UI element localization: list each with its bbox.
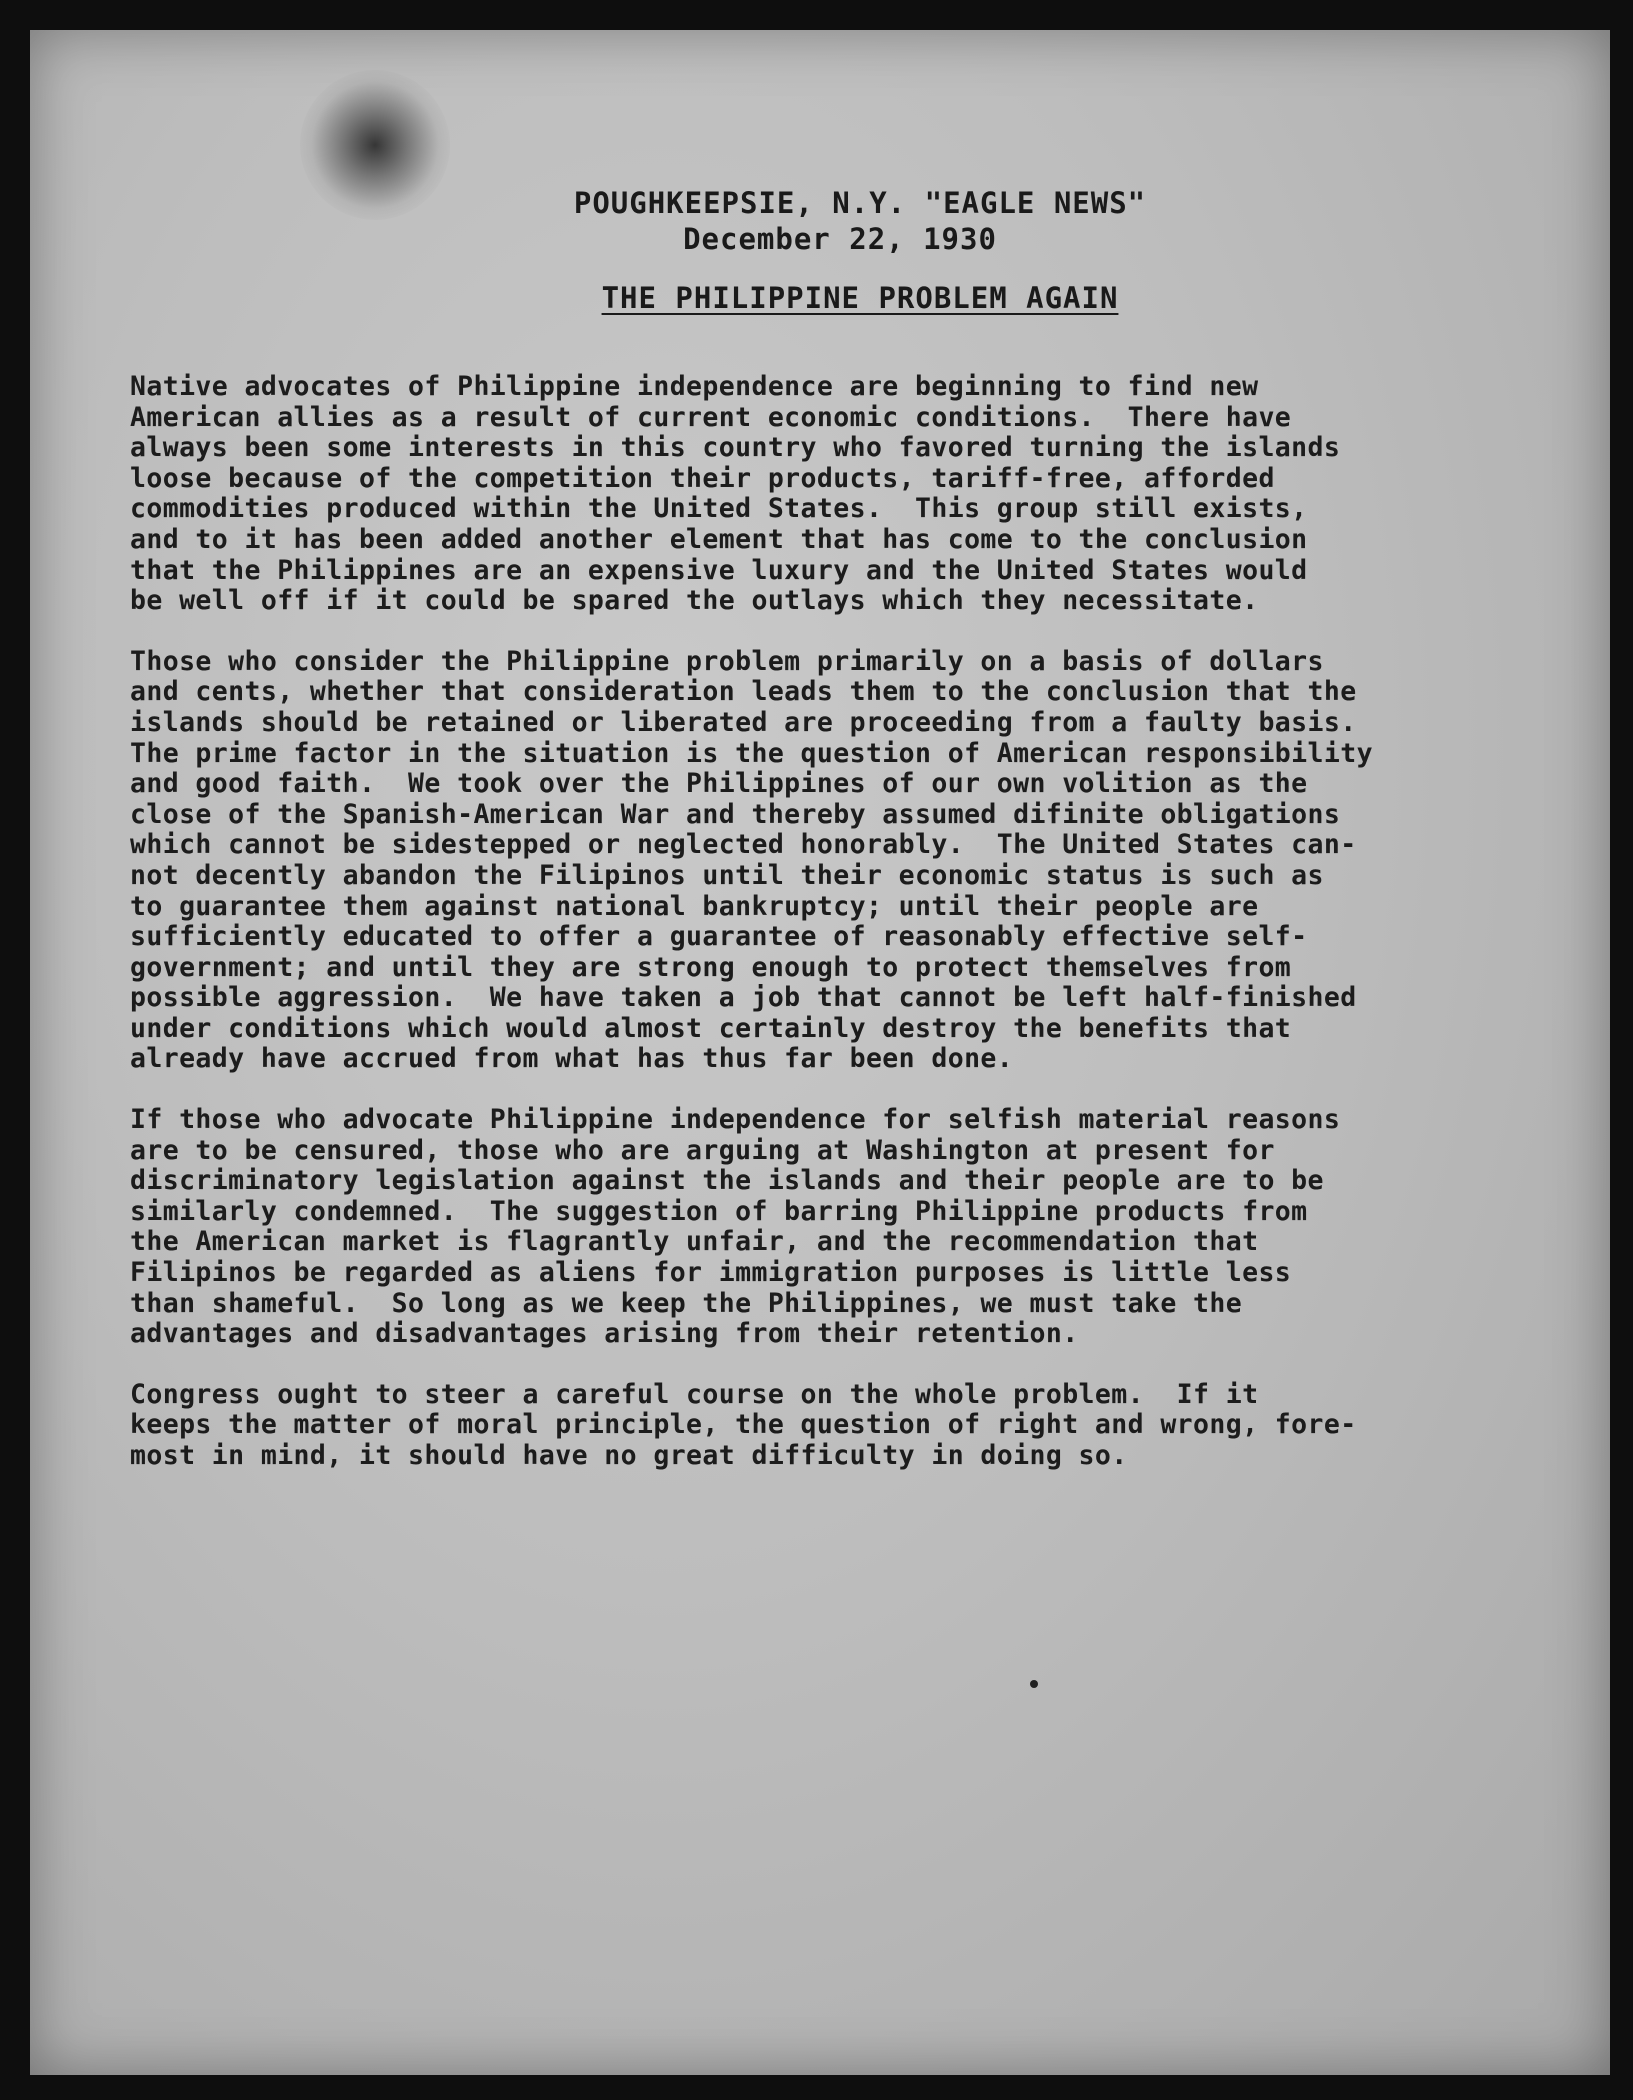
- text-line: most in mind, it should have no great difficulty in doing so.: [130, 1440, 1128, 1471]
- article-title: THE PHILIPPINE PROBLEM AGAIN: [601, 281, 1119, 315]
- text-line: If those who advocate Philippine independence for selfish material reasons: [130, 1104, 1341, 1136]
- text-line: keeps the matter of moral principle, the question of right and wrong, fore-: [130, 1409, 1357, 1441]
- text-line: sufficiently educated to offer a guarantee of reasonably effective self-: [130, 921, 1308, 953]
- text-line: than shameful. So long as we keep the Philippines, we must take the: [130, 1287, 1243, 1319]
- text-line: which cannot be sidestepped or neglected honorably. The United States can-: [130, 829, 1357, 861]
- text-line: The prime factor in the situation is the question of American responsibility: [130, 737, 1373, 769]
- text-line: islands should be retained or liberated are proceeding from a faulty basis.: [130, 706, 1357, 738]
- text-line: that the Philippines are an expensive luxury and the United States would: [130, 554, 1308, 586]
- newspaper-source: POUGHKEEPSIE, N.Y. "EAGLE NEWS": [573, 186, 1147, 220]
- article-body: [130, 372, 1560, 1502]
- text-line: already have accrued from what has thus far been done.: [130, 1043, 1014, 1075]
- paragraph-3: [130, 1105, 1560, 1350]
- text-line: always been some interests in this country who favored turning the islands: [130, 432, 1341, 464]
- text-line: commodities produced within the United States. This group still exists,: [130, 493, 1308, 525]
- text-line: to guarantee them against national bankruptcy; until their people are: [130, 890, 1259, 922]
- document-header: [30, 185, 1610, 315]
- text-line: not decently abandon the Filipinos until their economic status is such as: [130, 859, 1324, 891]
- text-line: the American market is flagrantly unfair, and the recommendation that: [130, 1226, 1259, 1258]
- text-line: under conditions which would almost certainly destroy the benefits that: [130, 1012, 1292, 1044]
- text-line: and cents, whether that consideration leads them to the conclusion that the: [130, 676, 1357, 708]
- paragraph-4: [130, 1380, 1560, 1472]
- text-line: government; and until they are strong enough to protect themselves from: [130, 951, 1292, 983]
- text-line: and to it has been added another element that has come to the conclusion: [130, 523, 1308, 555]
- text-line: advantages and disadvantages arising from their retention.: [130, 1318, 1079, 1350]
- text-line: discriminatory legislation against the islands and their people are to be: [130, 1165, 1324, 1197]
- text-line: Native advocates of Philippine independence are beginning to find new: [130, 371, 1259, 402]
- publication-date: December 22, 1930: [683, 222, 997, 256]
- text-line: Those who consider the Philippine problem primarily on a basis of dollars: [130, 645, 1324, 677]
- text-line: Congress ought to steer a careful course on the whole problem. If it: [130, 1378, 1259, 1410]
- text-line: American allies as a result of current economic conditions. There have: [130, 401, 1292, 433]
- ink-speck: [1030, 1680, 1038, 1688]
- text-line: and good faith. We took over the Philippines of our own volition as the: [130, 768, 1308, 800]
- paragraph-1: [130, 372, 1560, 617]
- text-line: be well off if it could be spared the outlays which they necessitate.: [130, 585, 1259, 617]
- text-line: close of the Spanish-American War and thereby assumed difinite obligations: [130, 798, 1341, 830]
- text-line: similarly condemned. The suggestion of barring Philippine products from: [130, 1195, 1308, 1227]
- text-line: possible aggression. We have taken a job that cannot be left half-finished: [130, 982, 1357, 1014]
- text-line: Filipinos be regarded as aliens for immigration purposes is little less: [130, 1257, 1292, 1289]
- paragraph-2: [130, 647, 1560, 1075]
- text-line: loose because of the competition their products, tariff-free, afforded: [130, 462, 1275, 494]
- document-page: [30, 30, 1610, 2075]
- text-line: are to be censured, those who are arguing at Washington at present for: [130, 1134, 1275, 1166]
